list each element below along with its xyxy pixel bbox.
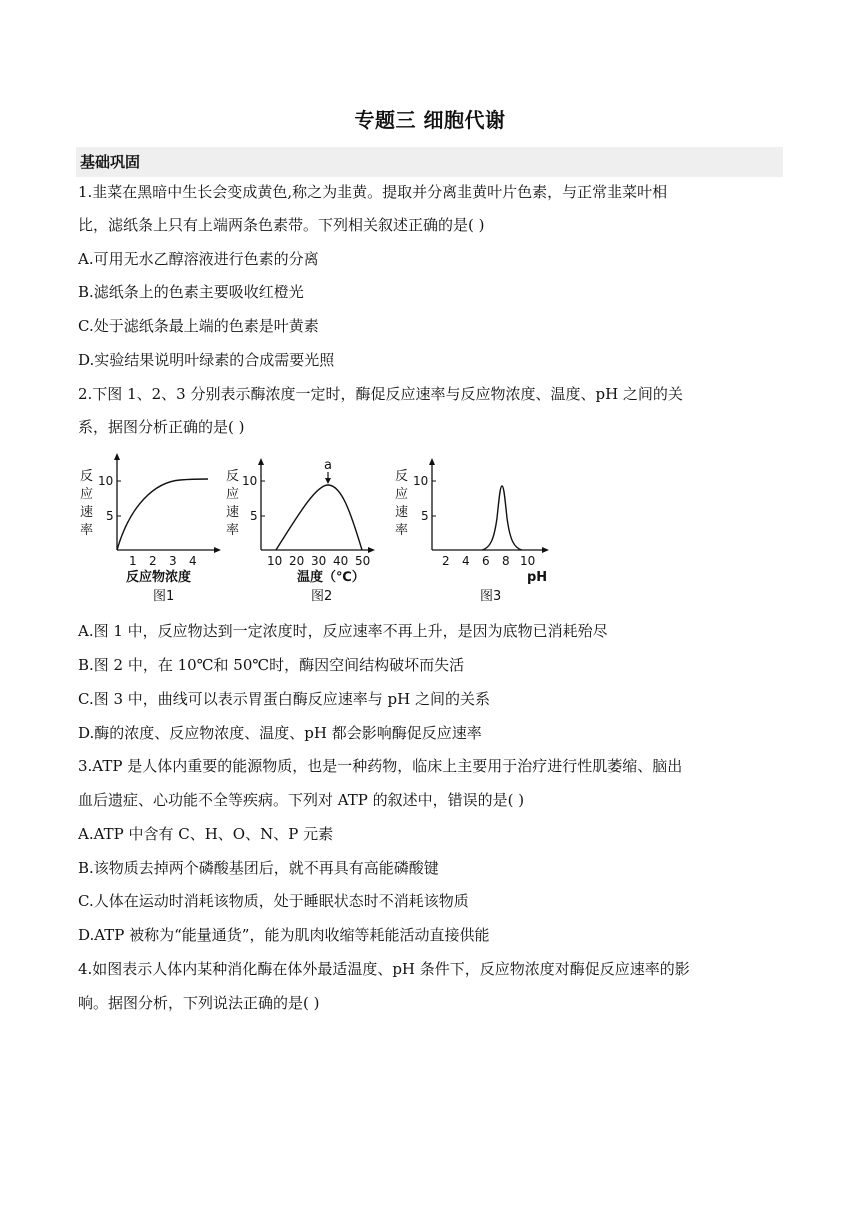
q2-stem-line2: 系，据图分析正确的是( ) — [78, 418, 245, 436]
fig3-y-arrow — [429, 458, 435, 465]
q1-option-b: B.滤纸条上的色素主要吸收红橙光 — [78, 283, 304, 301]
fig3-ylabel-char-4: 率 — [395, 523, 409, 538]
fig1-ylabel-char-1: 反 — [80, 469, 94, 484]
fig1-xtick-label-2: 2 — [149, 554, 157, 568]
q2-option-b: B.图 2 中，在 10℃和 50℃时，酶因空间结构破坏而失活 — [78, 656, 465, 674]
fig2-peak-label: a — [324, 458, 332, 473]
q1-option-d: D.实验结果说明叶绿素的合成需要光照 — [78, 351, 335, 369]
fig3-ylabel-char-1: 反 — [395, 469, 409, 484]
q3-stem-line2: 血后遗症、心功能不全等疾病。下列对 ATP 的叙述中，错误的是( ) — [78, 791, 525, 809]
fig2-xtick-label-30: 30 — [311, 554, 327, 568]
fig1-caption: 图1 — [153, 589, 175, 604]
q2-option-c: C.图 3 中，曲线可以表示胃蛋白酶反应速率与 pH 之间的关系 — [78, 690, 491, 708]
figure-1 — [80, 453, 221, 604]
fig1-xtick-label-4: 4 — [189, 554, 197, 568]
fig3-ylabel-char-2: 应 — [395, 487, 409, 502]
fig2-ytick-label-10: 10 — [242, 474, 258, 488]
fig2-xtick-label-50: 50 — [355, 554, 371, 568]
page-title: 专题三 细胞代谢 — [354, 108, 506, 132]
q1-option-a: A.可用无水乙醇溶液进行色素的分离 — [78, 250, 319, 268]
fig3-xtick-label-2: 2 — [442, 554, 450, 568]
q2-option-d: D.酶的浓度、反应物浓度、温度、pH 都会影响酶促反应速率 — [78, 724, 482, 742]
section-label: 基础巩固 — [80, 153, 141, 171]
q1-stem-line2: 比，滤纸条上只有上端两条色素带。下列相关叙述正确的是( ) — [78, 216, 485, 234]
fig2-ylabel-char-3: 速 — [226, 505, 240, 520]
fig2-xtick-label-20: 20 — [289, 554, 305, 568]
q1-stem-line1: 1.韭菜在黑暗中生长会变成黄色,称之为韭黄。提取并分离韭黄叶片色素，与正常韭菜叶相 — [78, 183, 668, 201]
fig1-ytick-label-10: 10 — [98, 474, 114, 488]
q2-option-a: A.图 1 中，反应物达到一定浓度时，反应速率不再上升，是因为底物已消耗殆尽 — [78, 622, 608, 640]
q2-stem-line1: 2.下图 1、2、3 分别表示酶浓度一定时，酶促反应速率与反应物浓度、温度、pH 之间的关 — [78, 385, 683, 403]
fig2-x-arrow — [368, 547, 375, 553]
q4-stem-line2: 响。据图分析，下列说法正确的是( ) — [78, 994, 320, 1012]
fig3-xtick-label-8: 8 — [502, 554, 510, 568]
fig3-ytick-label-5: 5 — [421, 509, 429, 523]
fig3-ytick-label-10: 10 — [413, 474, 429, 488]
fig3-curve — [482, 486, 522, 550]
fig1-x-arrow — [214, 547, 221, 553]
fig3-xtick-label-6: 6 — [482, 554, 490, 568]
fig1-ytick-label-5: 5 — [106, 509, 114, 523]
fig1-curve — [117, 479, 208, 550]
fig2-xtick-label-10: 10 — [267, 554, 283, 568]
fig2-ylabel-char-4: 率 — [226, 523, 240, 538]
q4-stem-line1: 4.如图表示人体内某种消化酶在体外最适温度、pH 条件下，反应物浓度对酶促反应速率的影 — [78, 960, 690, 978]
figure-2 — [226, 458, 375, 604]
fig1-ylabel-char-4: 率 — [80, 523, 94, 538]
fig3-xtick-label-10: 10 — [520, 554, 536, 568]
fig3-caption: 图3 — [480, 589, 502, 604]
fig2-xlabel: 温度（℃） — [297, 570, 365, 585]
q1-option-c: C.处于滤纸条最上端的色素是叶黄素 — [78, 317, 319, 335]
fig3-x-arrow — [542, 547, 549, 553]
fig1-xlabel: 反应物浓度 — [126, 570, 192, 585]
fig2-peak-arrow-head — [325, 478, 331, 484]
fig2-ylabel-char-2: 应 — [226, 487, 240, 502]
fig2-ytick-label-5: 5 — [250, 509, 258, 523]
fig1-xtick-label-1: 1 — [129, 554, 137, 568]
q3-option-a: A.ATP 中含有 C、H、O、N、P 元素 — [78, 825, 334, 843]
q3-option-b: B.该物质去掉两个磷酸基团后，就不再具有高能磷酸键 — [78, 859, 439, 877]
fig2-caption: 图2 — [311, 589, 333, 604]
fig1-ylabel-char-2: 应 — [80, 487, 94, 502]
fig2-y-arrow — [258, 458, 264, 465]
fig3-xtick-label-4: 4 — [462, 554, 470, 568]
fig2-ylabel-char-1: 反 — [226, 469, 240, 484]
fig3-ylabel-char-3: 速 — [395, 505, 409, 520]
fig1-ylabel-char-3: 速 — [80, 505, 94, 520]
q3-option-c: C.人体在运动时消耗该物质，处于睡眠状态时不消耗该物质 — [78, 892, 469, 910]
enzyme-figures — [70, 450, 570, 610]
q3-stem-line1: 3.ATP 是人体内重要的能源物质，也是一种药物，临床上主要用于治疗进行性肌萎缩、脑出 — [78, 757, 683, 775]
section-header — [76, 147, 783, 177]
figure-3 — [395, 458, 549, 604]
fig2-xtick-label-40: 40 — [333, 554, 349, 568]
fig1-xtick-label-3: 3 — [169, 554, 177, 568]
fig2-curve — [276, 485, 362, 550]
q3-option-d: D.ATP 被称为“能量通货”，能为肌肉收缩等耗能活动直接供能 — [78, 926, 490, 944]
fig3-xlabel: pH — [527, 570, 548, 585]
fig1-y-arrow — [114, 453, 120, 460]
